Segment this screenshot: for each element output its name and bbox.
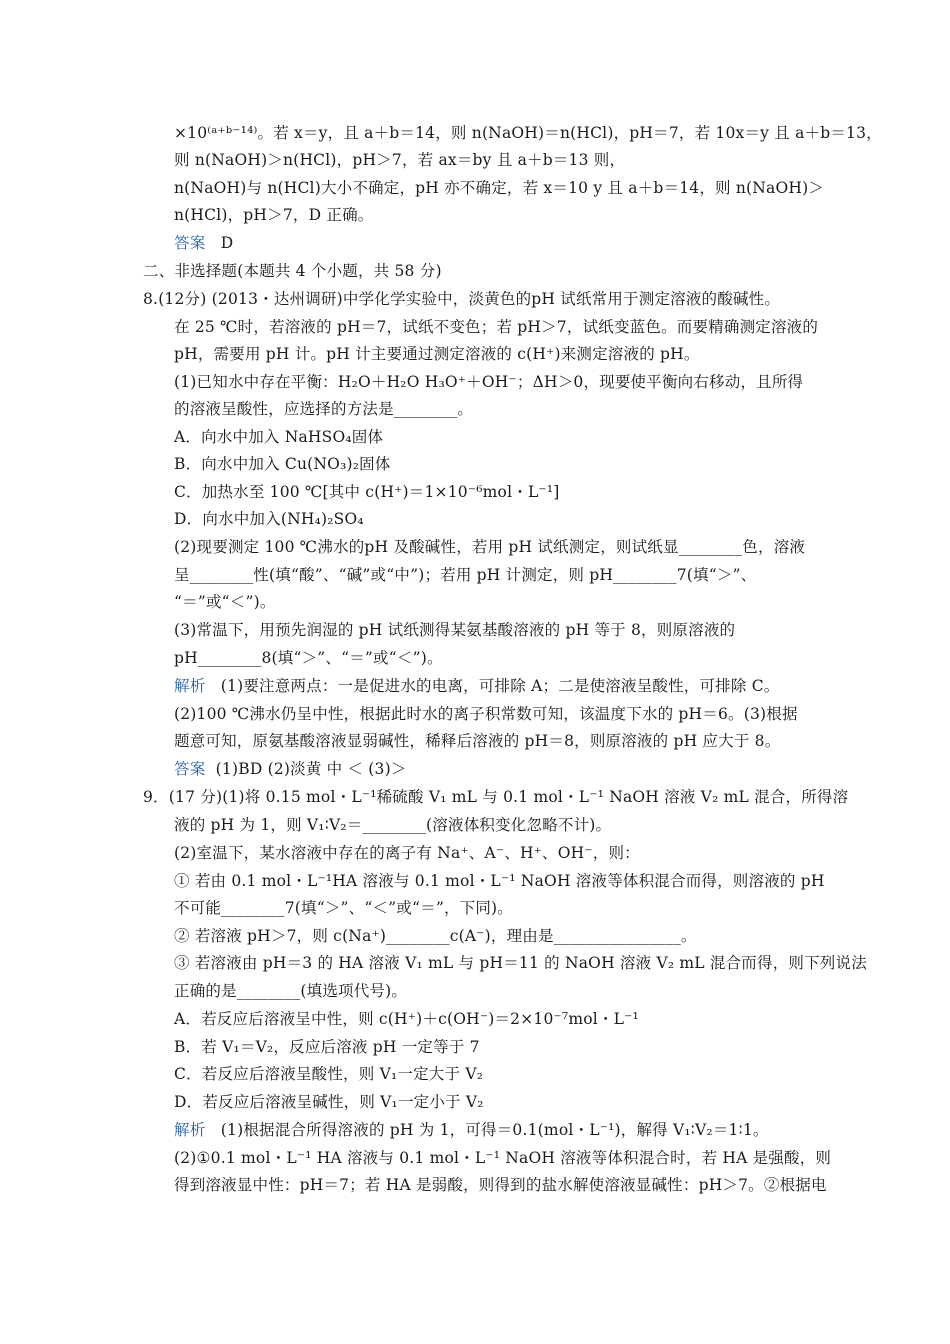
analysis-text: (1)要注意两点：一是促进水的电离，可排除 A；二是使溶液呈酸性，可排除 C。 <box>220 677 780 695</box>
text-line: 在 25 ℃时，若溶液的 pH＝7，试纸不变色；若 pH＞7，试纸变蓝色。而要精确测定溶液的 <box>174 318 819 336</box>
text-line: ×10⁽ᵃ⁺ᵇ⁻¹⁴⁾。若 x＝y，且 a＋b＝14，则 n(NaOH)＝n(HCl)，pH＝7，若 10x＝y 且 a＋b＝13， <box>174 124 882 142</box>
text-line: 正确的是________(填选项代号)。 <box>174 982 408 1000</box>
analysis-line <box>174 676 779 696</box>
text-line: (2)室温下，某水溶液中存在的离子有 Na⁺、A⁻、H⁺、OH⁻，则： <box>174 844 640 862</box>
option-a: A．向水中加入 NaHSO₄固体 <box>174 428 384 446</box>
option-d: D．若反应后溶液呈碱性，则 V₁一定小于 V₂ <box>174 1093 484 1111</box>
answer-line <box>174 233 233 253</box>
text-line: (3)常温下，用预先润湿的 pH 试纸测得某氨基酸溶液的 pH 等于 8，则原溶液的 <box>174 621 736 639</box>
text-line: (2)①0.1 mol・L⁻¹ HA 溶液与 0.1 mol・L⁻¹ NaOH 溶液等体积混合时，若 HA 是强酸，则 <box>174 1149 832 1167</box>
question-8-stem: 8.(12分) (2013・达州调研)中学化学实验中，淡黄色的pH 试纸常用于测定溶液的酸碱性。 <box>143 290 781 308</box>
text-line: 液的 pH 为 1，则 V₁∶V₂＝________(溶液体积变化忽略不计)。 <box>174 816 612 834</box>
section-heading: 二、非选择题(本题共 4 个小题，共 58 分) <box>143 262 442 280</box>
text-line: 呈________性(填“酸”、“碱”或“中”)；若用 pH 计测定，则 pH________7(填“＞”、 <box>174 566 757 584</box>
option-b: B．向水中加入 Cu(NO₃)₂固体 <box>174 455 391 473</box>
option-d: D．向水中加入(NH₄)₂SO₄ <box>174 510 364 528</box>
text-line: (2)现要测定 100 ℃沸水的pH 及酸碱性，若用 pH 试纸测定，则试纸显________色，溶液 <box>174 538 806 556</box>
option-b: B．若 V₁＝V₂，反应后溶液 pH 一定等于 7 <box>174 1038 480 1056</box>
text-line: n(HCl)，pH＞7，D 正确。 <box>174 206 374 224</box>
text-line: “＝”或“＜”)。 <box>174 593 276 611</box>
option-c: C．若反应后溶液呈酸性，则 V₁一定大于 V₂ <box>174 1065 484 1083</box>
answer-text: D <box>220 234 234 252</box>
text-line: n(NaOH)与 n(HCl)大小不确定，pH 亦不确定，若 x＝10 y 且 a＋b＝14，则 n(NaOH)＞ <box>174 179 825 197</box>
text-line: (1)已知水中存在平衡：H₂O＋H₂O H₃O⁺＋OH⁻；ΔH＞0，现要使平衡向右移动，且所得 <box>174 373 804 391</box>
analysis-label: 解析 <box>174 1121 206 1139</box>
text-line: 不可能________7(填“＞”、“＜”或“＝”，下同)。 <box>174 899 514 917</box>
option-c: C．加热水至 100 ℃[其中 c(H⁺)＝1×10⁻⁶mol・L⁻¹] <box>174 483 560 501</box>
analysis-text: (1)根据混合所得溶液的 pH 为 1，可得＝0.1(mol・L⁻¹)，解得 V₁∶V₂＝1∶1。 <box>220 1121 769 1139</box>
text-line: ③ 若溶液由 pH＝3 的 HA 溶液 V₁ mL 与 pH＝11 的 NaOH 溶液 V₂ mL 混合而得，则下列说法 <box>174 954 867 972</box>
text-line: 题意可知，原氨基酸溶液显弱碱性，稀释后溶液的 pH＝8，则原溶液的 pH 应大于 8。 <box>174 732 781 750</box>
text-line: pH，需要用 pH 计。pH 计主要通过测定溶液的 c(H⁺)来测定溶液的 pH。 <box>174 345 700 363</box>
answer-label: 答案 <box>174 760 206 778</box>
text-line: (2)100 ℃沸水仍呈中性，根据此时水的离子积常数可知，该温度下水的 pH＝6。(3)根据 <box>174 705 798 723</box>
answer-label: 答案 <box>174 234 206 252</box>
text-line: pH________8(填“＞”、“＝”或“＜”)。 <box>174 649 443 667</box>
text-line: 则 n(NaOH)＞n(HCl)，pH＞7，若 ax＝by 且 a＋b＝13 则， <box>174 151 626 169</box>
analysis-label: 解析 <box>174 677 206 695</box>
answer-text: (1)BD (2)淡黄 中 ＜ (3)＞ <box>215 760 407 778</box>
answer-line <box>174 759 407 779</box>
text-line: 的溶液呈酸性，应选择的方法是________。 <box>174 400 474 418</box>
option-a: A．若反应后溶液呈中性，则 c(H⁺)＋c(OH⁻)＝2×10⁻⁷mol・L⁻¹ <box>174 1010 639 1028</box>
text-line: ① 若由 0.1 mol・L⁻¹HA 溶液与 0.1 mol・L⁻¹ NaOH 溶液等体积混合而得，则溶液的 pH <box>174 872 825 890</box>
text-line: 得到溶液显中性：pH＝7；若 HA 是弱酸，则得到的盐水解使溶液显碱性：pH＞7。②根据电 <box>174 1176 827 1194</box>
analysis-line <box>174 1120 769 1140</box>
question-9-stem: 9．(17 分)(1)将 0.15 mol・L⁻¹稀硫酸 V₁ mL 与 0.1 mol・L⁻¹ NaOH 溶液 V₂ mL 混合，所得溶 <box>143 788 849 806</box>
text-line: ② 若溶液 pH＞7，则 c(Na⁺)________c(A⁻)，理由是________________。 <box>174 927 697 945</box>
